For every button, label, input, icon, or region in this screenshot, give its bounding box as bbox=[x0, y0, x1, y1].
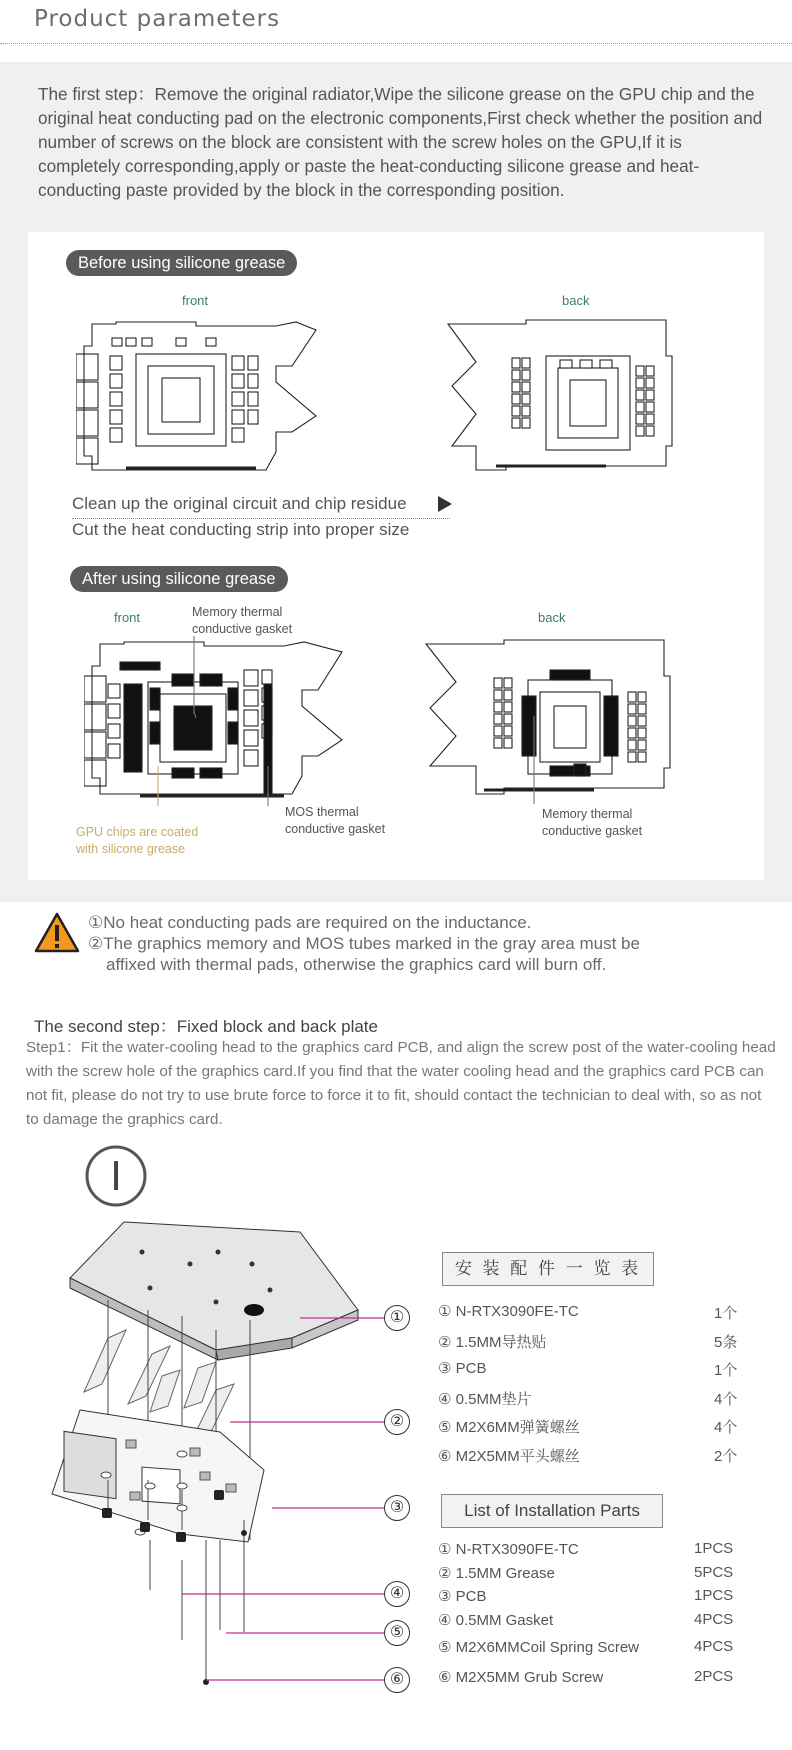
parts-cn-qty-4: 4个 bbox=[714, 1391, 738, 1408]
parts-en-row-4: ④ 0.5MM Gasket bbox=[438, 1612, 554, 1629]
callout-2: ② bbox=[384, 1409, 410, 1435]
parts-cn-qty-1: 1个 bbox=[714, 1305, 738, 1322]
callout-1: ① bbox=[384, 1305, 410, 1331]
parts-cn-qty-2: 5条 bbox=[714, 1334, 738, 1351]
parts-cn-qty-5: 4个 bbox=[714, 1419, 738, 1436]
callout-3: ③ bbox=[384, 1495, 410, 1521]
memory-note-back: Memory thermal conductive gasket bbox=[542, 807, 643, 838]
before-back-pcb-diagram bbox=[446, 316, 686, 476]
header-divider bbox=[0, 43, 792, 44]
parts-cn-row-4: ④ 0.5MM垫片 bbox=[438, 1391, 532, 1408]
before-front-pcb-diagram bbox=[76, 316, 356, 476]
parts-cn-row-1: ① N-RTX3090FE-TC bbox=[438, 1303, 579, 1320]
exploded-assembly-diagram bbox=[40, 1140, 440, 1750]
parts-cn-row-3: ③ PCB bbox=[438, 1360, 487, 1377]
arrow-right-icon bbox=[438, 496, 452, 512]
after-front-pcb-diagram bbox=[84, 636, 364, 806]
parts-en-qty-5: 4PCS bbox=[694, 1638, 734, 1655]
parts-en-qty-4: 4PCS bbox=[694, 1611, 734, 1628]
parts-en-qty-2: 5PCS bbox=[694, 1564, 734, 1581]
warning-triangle-icon bbox=[34, 912, 80, 954]
callout-6: ⑥ bbox=[384, 1667, 410, 1693]
parts-en-row-5: ⑤ M2X6MMCoil Spring Screw bbox=[438, 1639, 639, 1656]
gpu-grease-note: GPU chips are coated with silicone grease bbox=[76, 825, 199, 856]
before-back-label: back bbox=[562, 293, 590, 308]
parts-en-row-6: ⑥ M2X5MM Grub Screw bbox=[438, 1669, 604, 1686]
mos-note: MOS thermal conductive gasket bbox=[285, 805, 386, 836]
parts-en-row-1: ① N-RTX3090FE-TC bbox=[438, 1541, 579, 1558]
after-back-label: back bbox=[538, 610, 566, 625]
after-back-pcb-diagram bbox=[424, 636, 674, 806]
parts-list-cn-title: 安 装 配 件 一 览 表 bbox=[442, 1252, 654, 1286]
warning-text: ①No heat conducting pads are required on the inductance. ②The graphics memory and MOS tubes marked in the gray area must be affixed with thermal pads, otherwise the graphics card will burn off. bbox=[88, 913, 640, 974]
callout-5: ⑤ bbox=[384, 1620, 410, 1646]
step-number: Ⅰ bbox=[110, 1154, 122, 1199]
before-front-label: front bbox=[182, 293, 209, 308]
step2-body: Step1：Fit the water-cooling head to the graphics card PCB, and align the screw post of the water-cooling head with the screw hole of the graphics card.If you find that the water cooling head and the graphics card PCB can not fit, please do not try to use brute force to force it to fit, should contact the technician to deal with, so as not to damage the graphics card. bbox=[26, 1039, 776, 1128]
parts-cn-row-5: ⑤ M2X6MM弹簧螺丝 bbox=[438, 1419, 580, 1436]
memory-note-front: Memory thermal conductive gasket bbox=[192, 605, 293, 636]
parts-en-qty-6: 2PCS bbox=[694, 1668, 734, 1685]
after-front-label: front bbox=[114, 610, 141, 625]
step1-text: The first step：Remove the original radiator,Wipe the silicone grease on the GPU chip and the original heat conducting pad on the electronic components,First check whether the position and number of screws on the block are consistent with the screw holes on the GPU,If it is completely corresponding,apply or paste the heat-conducting silicone grease and heat-conducting paste provided by the block in the corresponding position. bbox=[38, 84, 763, 200]
parts-cn-qty-6: 2个 bbox=[714, 1448, 738, 1465]
page-title: Product parameters bbox=[34, 6, 281, 32]
parts-en-row-3: ③ PCB bbox=[438, 1588, 487, 1605]
cut-strip-text: Cut the heat conducting strip into proper size bbox=[72, 520, 410, 539]
parts-cn-qty-3: 1个 bbox=[714, 1362, 738, 1379]
parts-list-en-title: List of Installation Parts bbox=[441, 1494, 663, 1528]
after-badge: After using silicone grease bbox=[70, 566, 288, 592]
parts-en-qty-1: 1PCS bbox=[694, 1540, 734, 1557]
dotted-divider bbox=[72, 518, 450, 519]
parts-en-qty-3: 1PCS bbox=[694, 1587, 734, 1604]
clean-residue-text: Clean up the original circuit and chip residue bbox=[72, 494, 407, 513]
step2-title: The second step：Fixed block and back plate bbox=[34, 1017, 378, 1036]
callout-4: ④ bbox=[384, 1581, 410, 1607]
parts-cn-row-6: ⑥ M2X5MM平头螺丝 bbox=[438, 1448, 580, 1465]
parts-en-row-2: ② 1.5MM Grease bbox=[438, 1565, 555, 1582]
before-badge: Before using silicone grease bbox=[66, 250, 297, 276]
parts-cn-row-2: ② 1.5MM导热贴 bbox=[438, 1334, 547, 1351]
